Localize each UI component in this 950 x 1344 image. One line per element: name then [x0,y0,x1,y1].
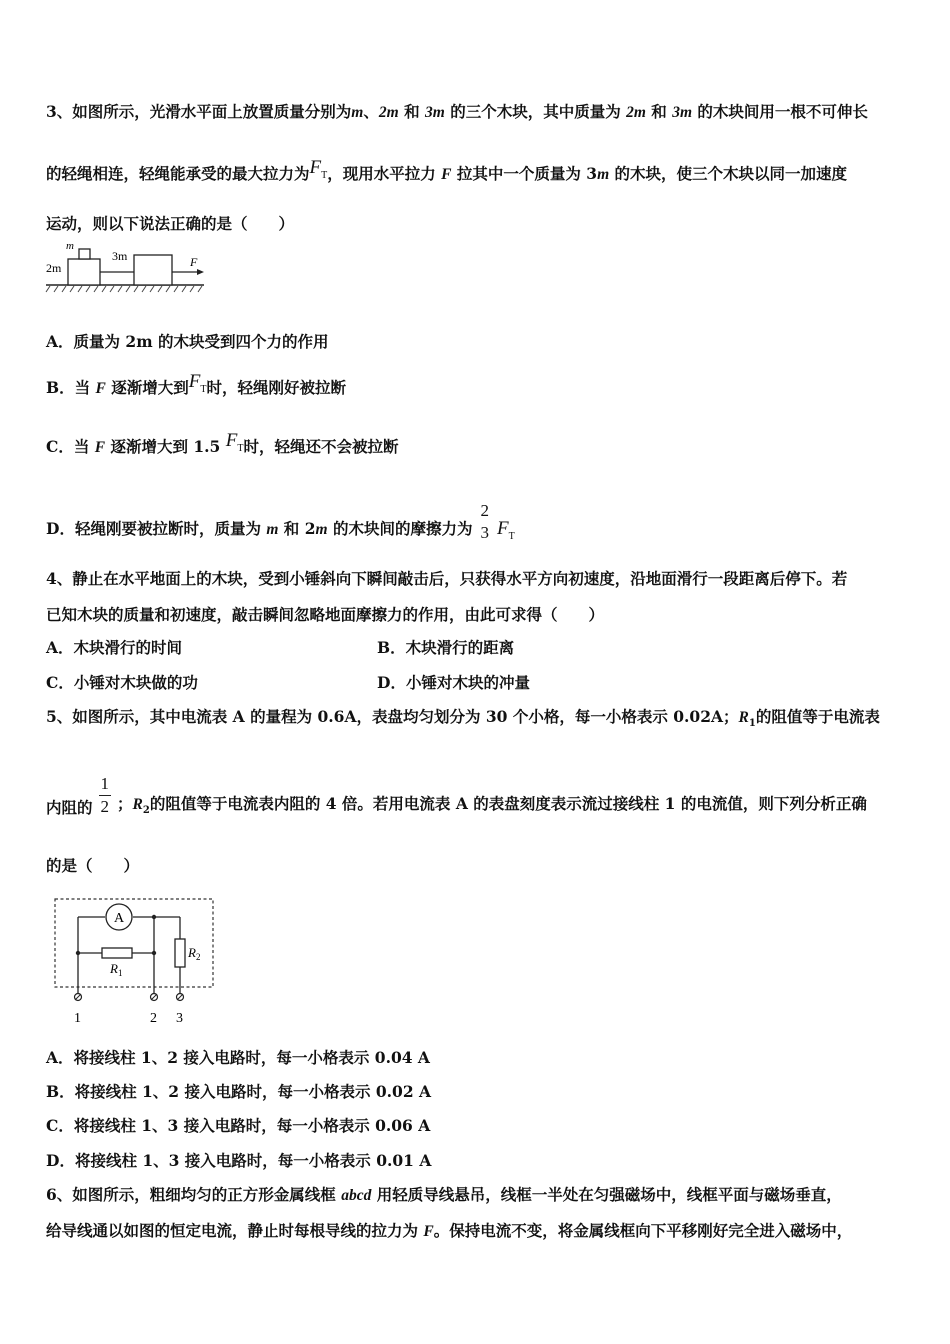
svg-text:1: 1 [74,1011,81,1026]
q4-option-a[interactable]: A．木块滑行的时间 [46,638,183,657]
q3-option-c[interactable]: C．当 F 逐渐增大到 1.5 $F_T$时，轻绳还不会被拉断 [46,430,399,456]
svg-text:R1: $R_1$ [110,961,123,978]
svg-text:3: 3 [176,1011,183,1026]
q3-option-d[interactable]: D．轻绳刚要被拉断时，质量为 m 和 2m 的木块间的摩擦力为 2 3 $F_T$ [46,501,515,542]
label-2m: 2m [46,261,62,275]
q4-option-d[interactable]: D．小锤对木块的冲量 [377,673,530,692]
label-F: F [190,255,198,269]
svg-text:2: 2 [150,1011,157,1026]
label-3m: 3m [112,249,128,263]
q4-option-c[interactable]: C．小锤对木块做的功 [46,673,198,692]
q4-option-b[interactable]: B．木块滑行的距离 [377,638,515,657]
q4-stem-line2: 已知木块的质量和初速度，敲击瞬间忽略地面摩擦力的作用，由此可求得（ ） [46,605,605,624]
q5-circuit-figure [50,893,220,1028]
q3-stem-line3: 运动，则以下说法正确的是（ ） [46,214,295,233]
q5-option-b[interactable]: B．将接线柱 1、2 接入电路时，每一小格表示 0.02 A [46,1082,432,1101]
q5-stem-line1: 5、如图所示，其中电流表 A 的量程为 0.6A，表盘均匀划分为 30 个小格，每一小格表示 0.02A；$R_1$的阻值等于电流表 [46,707,880,730]
q3-option-a[interactable]: A．质量为 2m 的木块受到四个力的作用 [46,332,329,351]
label-m: m [66,240,74,252]
q5-stem-line2: 内阻的 $\frac{1}{2}$ ；$R_2$的阻值等于电流表内阻的 4 倍。若用电流表 A 的表盘刻度表示流过接线柱 1 的电流值，则下列分析正确 [46,774,867,817]
resistor-r1 [102,948,132,958]
q5-option-c[interactable]: C．将接线柱 1、3 接入电路时，每一小格表示 0.06 A [46,1116,431,1135]
q3-blocks-figure [44,238,209,296]
ft-symbol: $F_T$ [309,157,328,181]
block-2m [68,259,100,285]
svg-text:R2: $R_2$ [188,945,201,962]
svg-text:A: A [114,911,125,926]
fraction-1-2: $\frac{1}{2}$ [100,774,110,817]
q5-option-a[interactable]: A．将接线柱 1、2 接入电路时，每一小格表示 0.04 A [46,1048,430,1067]
q4-stem-line1: 4、静止在水平地面上的木块，受到小锤斜向下瞬间敲击后，只获得水平方向初速度，沿地面滑行一段距离后停下。若 [46,569,848,588]
resistor-r2 [175,939,185,967]
q3-stem-line2: 的轻绳相连，轻绳能承受的最大拉力为$F_T$，现用水平拉力 F 拉其中一个质量为 3m 的木块，使三个木块以同一加速度 [46,157,848,183]
q6-stem-line1: 6、如图所示，粗细均匀的正方形金属线框 abcd 用轻质导线悬吊，线框一半处在匀强磁场中，线框平面与磁场垂直， [46,1185,842,1204]
block-m [79,249,90,259]
q6-stem-line2: 给导线通以如图的恒定电流，静止时每根导线的拉力为 F。保持电流不变，将金属线框向下平移刚好完全进入磁场中， [46,1221,853,1240]
q3-option-b[interactable]: B．当 F 逐渐增大到$F_T$时，轻绳刚好被拉断 [46,371,346,397]
q3-stem-line1: 3、如图所示，光滑水平面上放置质量分别为m、2m 和 3m 的三个木块，其中质量为 2m 和 3m 的木块间用一根不可伸长 [46,102,868,121]
q5-stem-line3: 的是（ ） [46,856,140,875]
fraction-2-3: 2 3 [480,501,489,542]
q5-option-d[interactable]: D．将接线柱 1、3 接入电路时，每一小格表示 0.01 A [46,1151,432,1170]
block-3m [134,255,172,285]
